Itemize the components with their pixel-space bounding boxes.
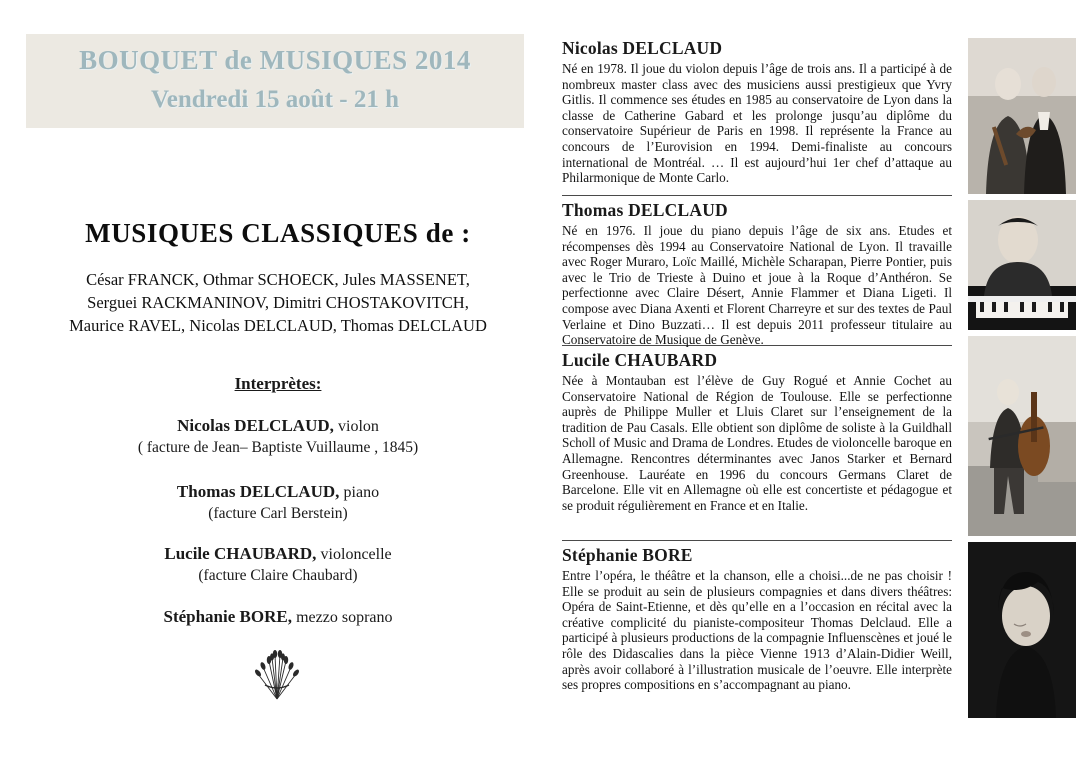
- program-title: MUSIQUES CLASSIQUES de :: [85, 218, 471, 248]
- performer-name-4: Stéphanie BORE,: [163, 607, 292, 626]
- biographies-column: [562, 38, 952, 714]
- performer-role-2: piano: [343, 484, 380, 501]
- composers-list: [0, 268, 556, 337]
- performer-entry-4: [0, 606, 556, 628]
- performer-entry-2: [0, 481, 556, 524]
- biography-name: Thomas DELCLAUD: [562, 200, 728, 220]
- performer-name-2: Thomas DELCLAUD,: [176, 482, 340, 501]
- performer-role-3: violoncelle: [320, 546, 392, 563]
- performer-detail-1: ( facture de Jean– Baptiste Vuillaume , 1845): [137, 439, 419, 456]
- composers-line-2: Serguei RACKMANINOV, Dimitri CHOSTAKOVITCH,: [87, 293, 469, 312]
- biography-text: Né en 1978. Il joue du violon depuis l’âge de trois ans. Il a participé à de nombreux master class avec des musiciens aussi prestigieux que Yvry Gitlis. Il commence ses études en 1985 au conservatoire de Lyon dans la classe de Catherine Gabard et les prolonge jusqu’au diplôme du conservatoire Supérieur de Paris en 1998. Il représente la France au concours de l’Eurovision en 1994. Demi-finaliste au concours international de Montréal. … Il est aujourd’hui 1er chef d’attaque au Philarmonique de Monte Carlo.: [562, 61, 952, 186]
- biography-text: Né en 1976. Il joue du piano depuis l’âge de six ans. Etudes et récompenses dès 1994 au Conservatoire National de Lyon. Il travaille avec Roger Muraro, Loïc Maillé, Michèle Scharapan, Pierre Pontier, puis avec le Trio de Trieste à Duino et joue à la Roque d’Anthéron. Se perfectionne avec Claire Désert, Annie Flammer et Diana Ligeti. Il compose avec Diana Axenti et Florent Charreyre et sur des textes de Paul Verlaine et Dino Buzzati… Il est depuis 2011 professeur titulaire au Conservatoire de Musique de Genève.: [562, 223, 952, 348]
- composers-line-1: César FRANCK, Othmar SCHOECK, Jules MASSENET,: [86, 270, 470, 289]
- cellist-playing-photo: [968, 336, 1076, 536]
- biography-text: Née à Montauban est l’élève de Guy Rogué et Annie Cochet au Conservatoire National de Région de Toulouse. Elle se perfectionne auprès de Philippe Muller et Lluis Claret sur l’enseignement de la tradition de Pau Casals. Elle obtient son diplôme de soliste à la Guildhall Scholl of Music and Drama de Londres. Etudes de violoncelle baroque en Allemagne. Rencontres déterminantes avec Janos Starker et Bernard Greenhouse. Lauréate en 1996 du concours Germans Claret de Barcelone. Elle vit en Allemagne où elle est concertiste et pédagogue et se produit régulièrement en France et en Italie.: [562, 373, 952, 513]
- pianist-portrait-photo: [968, 200, 1076, 330]
- performer-entry-3: [0, 543, 556, 586]
- performer-name-3: Lucile CHAUBARD,: [164, 544, 317, 563]
- wheat-bouquet-icon: [245, 641, 309, 703]
- singer-portrait-photo: [968, 542, 1076, 718]
- performer-entry-1: [0, 415, 556, 458]
- event-title-banner: [26, 34, 524, 128]
- duo-violin-portrait-photo: [968, 38, 1076, 194]
- biography-name: Stéphanie BORE: [562, 545, 693, 565]
- biography-text: Entre l’opéra, le théâtre et la chanson, elle a choisi...de ne pas choisir ! Elle se produit au sein de plusieurs compagnies et dans divers théâtres: Opéra de Saint-Etienne, et dès qu’elle en a l’occasion en récital avec la créative complicité du pianiste-compositeur Thomas Delclaud. Elle a participé à plusieurs productions de la compagnie Influenscènes et joué le rôle des Didascalies dans la pièce Vienne 1913 d’Alain-Didier Weill, après avoir collaboré à l’illustration musicale de l’oeuvre. Elle interprète ses propres compositions en s’accompagnant au piano.: [562, 568, 952, 693]
- biography-entry: [562, 545, 952, 710]
- biography-entry: [562, 350, 952, 541]
- performer-role-4: mezzo soprano: [296, 609, 393, 626]
- event-title-line1: BOUQUET de MUSIQUES 2014: [79, 45, 471, 75]
- biography-entry: [562, 38, 952, 196]
- performer-role-1: violon: [338, 418, 379, 435]
- biography-name: Nicolas DELCLAUD: [562, 38, 723, 58]
- biography-entry: [562, 200, 952, 346]
- event-date-line: Vendredi 15 août - 21 h: [151, 86, 399, 113]
- performers-heading: Interprètes:: [234, 374, 322, 393]
- composers-line-3: Maurice RAVEL, Nicolas DELCLAUD, Thomas DELCLAUD: [69, 316, 487, 335]
- biography-name: Lucile CHAUBARD: [562, 350, 718, 370]
- performer-name-1: Nicolas DELCLAUD,: [177, 416, 334, 435]
- performer-detail-3: (facture Claire Chaubard): [198, 567, 358, 584]
- performer-detail-2: (facture Carl Berstein): [208, 505, 348, 522]
